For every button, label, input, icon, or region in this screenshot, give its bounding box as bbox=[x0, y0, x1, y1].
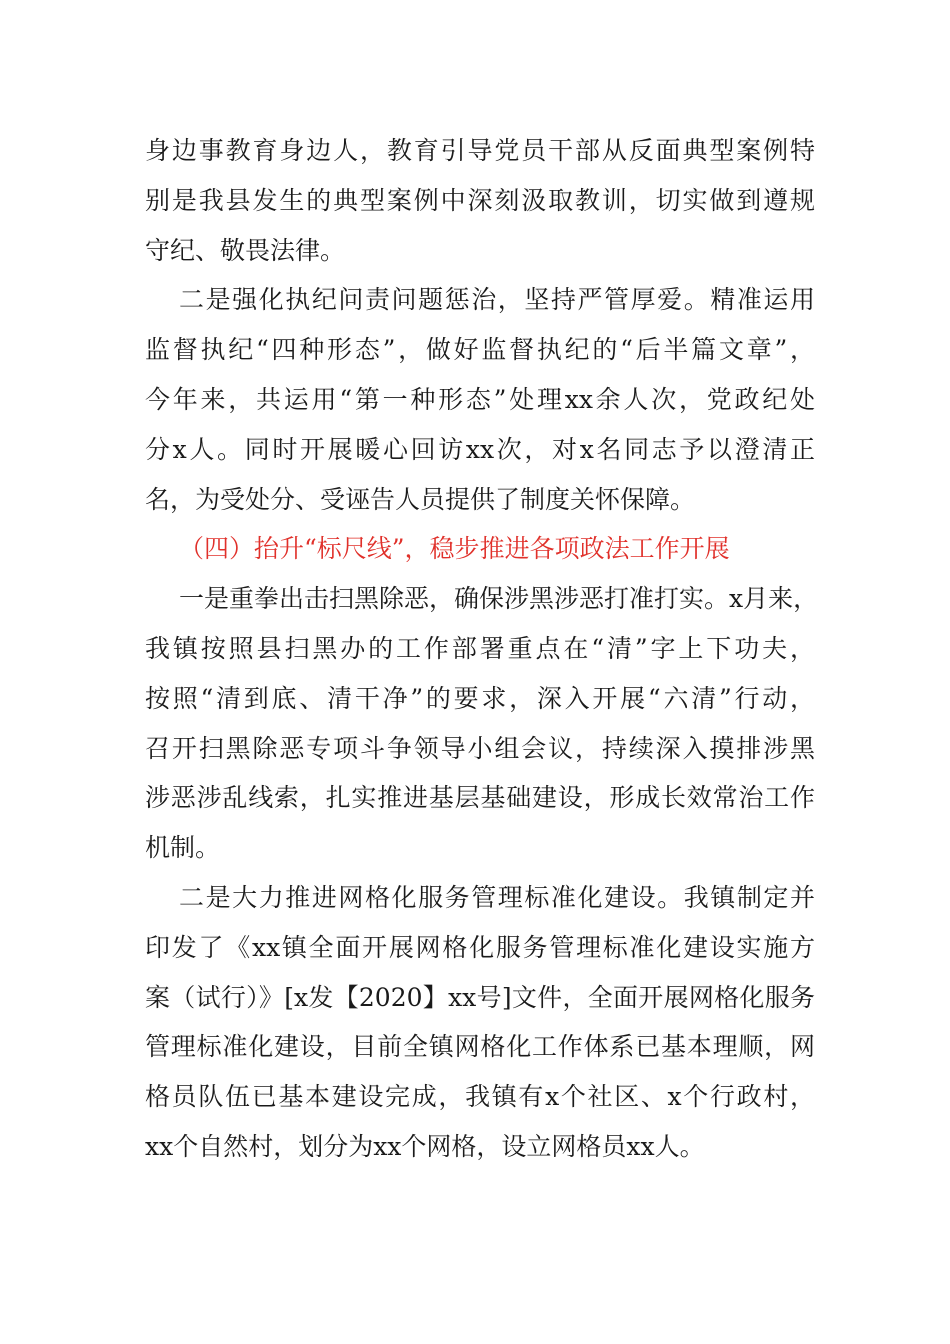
paragraph-3-line-3: 按照“清到底、清干净”的要求，深入开展“六清”行动， bbox=[145, 683, 816, 713]
section-heading: （四）抬升“标尺线”，稳步推进各项政法工作开展 bbox=[179, 534, 730, 564]
paragraph-1-line-1: 身边事教育身边人，教育引导党员干部从反面典型案例特 bbox=[145, 136, 815, 165]
paragraph-3-line-4: 召开扫黑除恶专项斗争领导小组会议，持续深入摸排涉黑 bbox=[145, 733, 815, 763]
paragraph-4-line-4: 管理标准化建设，目前全镇网格化工作体系已基本理顺，网 bbox=[145, 1032, 815, 1062]
paragraph-2-line-3: 今年来，共运用“第一种形态”处理xx余人次，党政纪处 bbox=[145, 384, 815, 414]
paragraph-2-line-5: 名，为受处分、受诬告人员提供了制度关怀保障。 bbox=[145, 484, 696, 514]
paragraph-4-line-2: 印发了《xx镇全面开展网格化服务管理标准化建设实施方 bbox=[145, 932, 815, 962]
paragraph-2-line-2: 监督执纪“四种形态”，做好监督执纪的“后半篇文章”， bbox=[145, 335, 815, 365]
paragraph-3-line-2: 我镇按照县扫黑办的工作部署重点在“清”字上下功夫， bbox=[145, 633, 815, 663]
document-body bbox=[145, 126, 819, 1172]
paragraph-4-line-3: 案（试行）》[x发【2020】xx号]文件，全面开展网格化服务 bbox=[145, 982, 815, 1012]
paragraph-4-line-6: xx个自然村，划分为xx个网格，设立网格员xx人。 bbox=[145, 1131, 705, 1161]
paragraph-1-line-2: 别是我县发生的典型案例中深刻汲取教训，切实做到遵规 bbox=[145, 185, 815, 215]
paragraph-2-line-1: 二是强化执纪问责问题惩治，坚持严管厚爱。精准运用 bbox=[179, 285, 815, 315]
paragraph-4-line-5: 格员队伍已基本建设完成，我镇有x个社区、x个行政村， bbox=[145, 1082, 815, 1112]
paragraph-3-line-1: 一是重拳出击扫黑除恶，确保涉黑涉恶打准打实。x月来， bbox=[179, 584, 819, 614]
paragraph-2-line-4: 分x人。同时开展暖心回访xx次，对x名同志予以澄清正 bbox=[145, 434, 815, 464]
paragraph-3-line-5: 涉恶涉乱线索，扎实推进基层基础建设，形成长效常治工作 bbox=[145, 783, 815, 813]
paragraph-3-line-6: 机制。 bbox=[145, 833, 221, 863]
paragraph-1-line-3: 守纪、敬畏法律。 bbox=[145, 235, 346, 265]
paragraph-4-line-1: 二是大力推进网格化服务管理标准化建设。我镇制定并 bbox=[179, 882, 815, 912]
